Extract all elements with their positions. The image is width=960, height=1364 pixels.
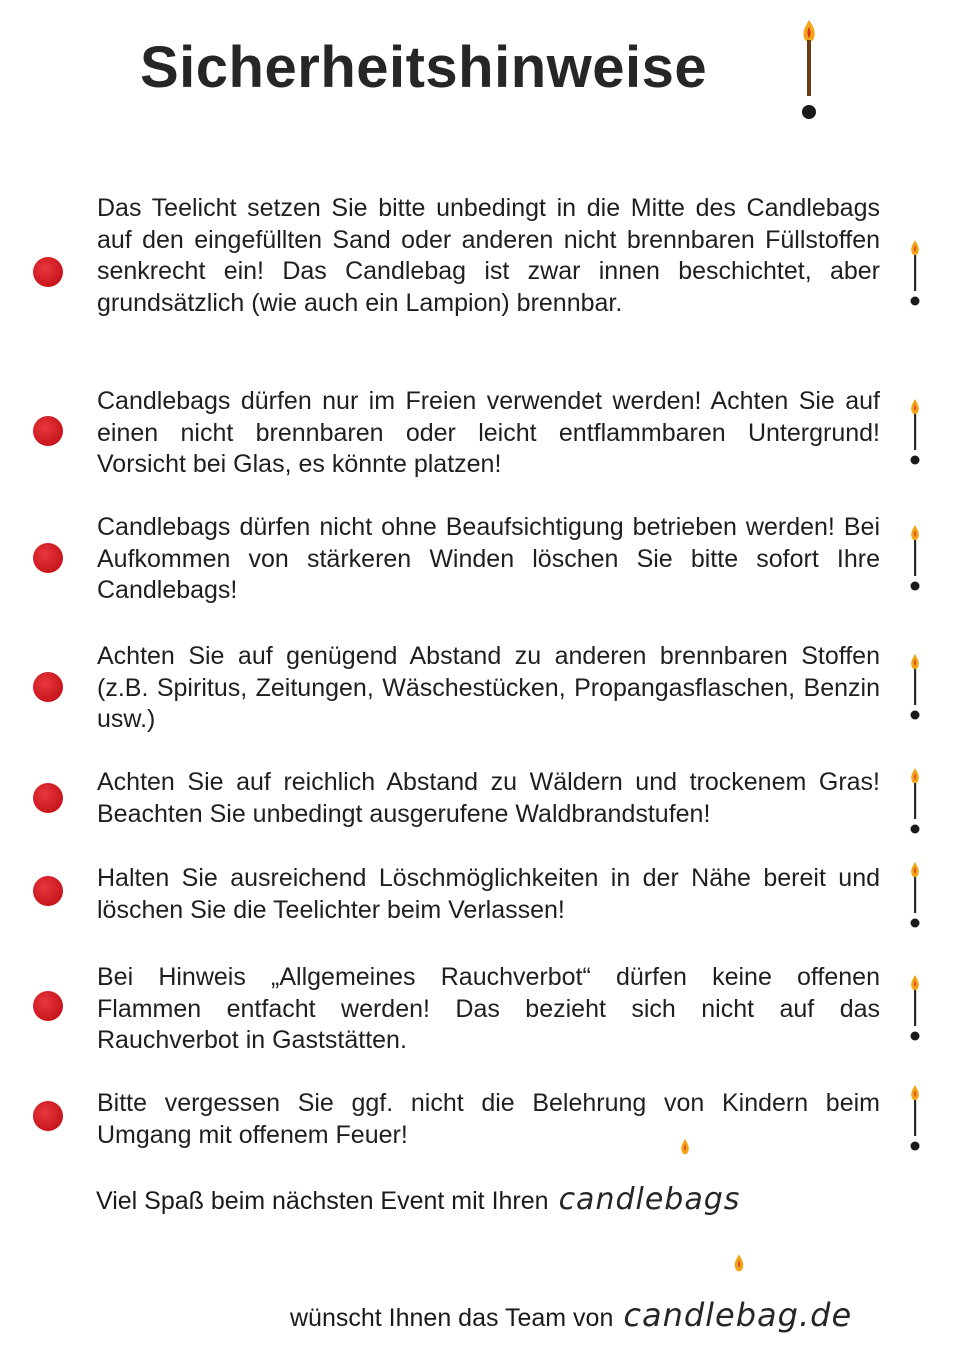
notice-text: Bitte vergessen Sie ggf. nicht die Belehrung von Kindern beim Umgang mit offenem Feuer! — [97, 1089, 880, 1149]
bullet-dot-icon — [33, 543, 63, 573]
team-line — [290, 1296, 852, 1334]
candle-exclamation-icon — [905, 239, 925, 307]
candle-exclamation-icon — [905, 767, 925, 835]
notice-text: Achten Sie auf reichlich Abstand zu Wäldern und trockenem Gras! Beachten Sie unbedingt ausgerufene Waldbrandstufen! — [97, 768, 880, 828]
notice-text: Candlebags dürfen nicht ohne Beaufsichtigung betrieben werden! Bei Aufkommen von stärkeren Winden löschen Sie bitte sofort Ihre Candlebags! — [97, 513, 880, 604]
team-text: wünscht Ihnen das Team von — [290, 1304, 614, 1332]
brand-logo: candlebags — [558, 1182, 741, 1217]
candle-exclamation-icon — [905, 974, 925, 1042]
notice-text: Candlebags dürfen nur im Freien verwendet werden! Achten Sie auf einen nicht brennbaren oder leicht entflammbaren Untergrund! Vorsicht bei Glas, es könnte platzen! — [97, 387, 880, 478]
bullet-dot-icon — [33, 783, 63, 813]
flame-icon — [730, 1253, 748, 1287]
closing-text: Viel Spaß beim nächsten Event mit Ihren — [96, 1187, 549, 1215]
bullet-dot-icon — [33, 257, 63, 287]
candle-exclamation-icon — [905, 861, 925, 929]
candle-exclamation-icon — [905, 398, 925, 466]
notice-text: Halten Sie ausreichend Löschmöglichkeiten in der Nähe bereit und löschen Sie die Teelichter beim Verlassen! — [97, 864, 880, 924]
candle-exclamation-icon — [905, 653, 925, 721]
bullet-dot-icon — [33, 672, 63, 702]
bullet-dot-icon — [33, 416, 63, 446]
candle-exclamation-icon — [905, 1084, 925, 1152]
flame-icon — [677, 1138, 693, 1168]
brand-url: candlebag.de — [623, 1296, 853, 1334]
candle-exclamation-icon — [905, 524, 925, 592]
notice-text: Bei Hinweis „Allgemeines Rauchverbot“ dürfen keine offenen Flammen entfacht werden! Das bezieht sich nicht auf das Rauchverbot in Gaststätten. — [97, 963, 880, 1054]
bullet-dot-icon — [33, 1101, 63, 1131]
candle-exclamation-icon — [794, 18, 824, 122]
page-title: Sicherheitshinweise — [140, 35, 708, 100]
closing-line — [96, 1182, 740, 1217]
notice-text: Das Teelicht setzen Sie bitte unbedingt in die Mitte des Candlebags auf den eingefüllten Sand oder anderen nicht brennbaren Füllstoffen senkrecht ein! Das Candlebag ist zwar innen beschichtet, aber grundsätzlich (wie auch ein Lampion) brennbar. — [97, 194, 880, 317]
bullet-dot-icon — [33, 991, 63, 1021]
notice-text: Achten Sie auf genügend Abstand zu anderen brennbaren Stoffen (z.B. Spiritus, Zeitungen, Wäschestücken, Propangasflaschen, Benzin usw.) — [97, 642, 880, 733]
bullet-dot-icon — [33, 876, 63, 906]
